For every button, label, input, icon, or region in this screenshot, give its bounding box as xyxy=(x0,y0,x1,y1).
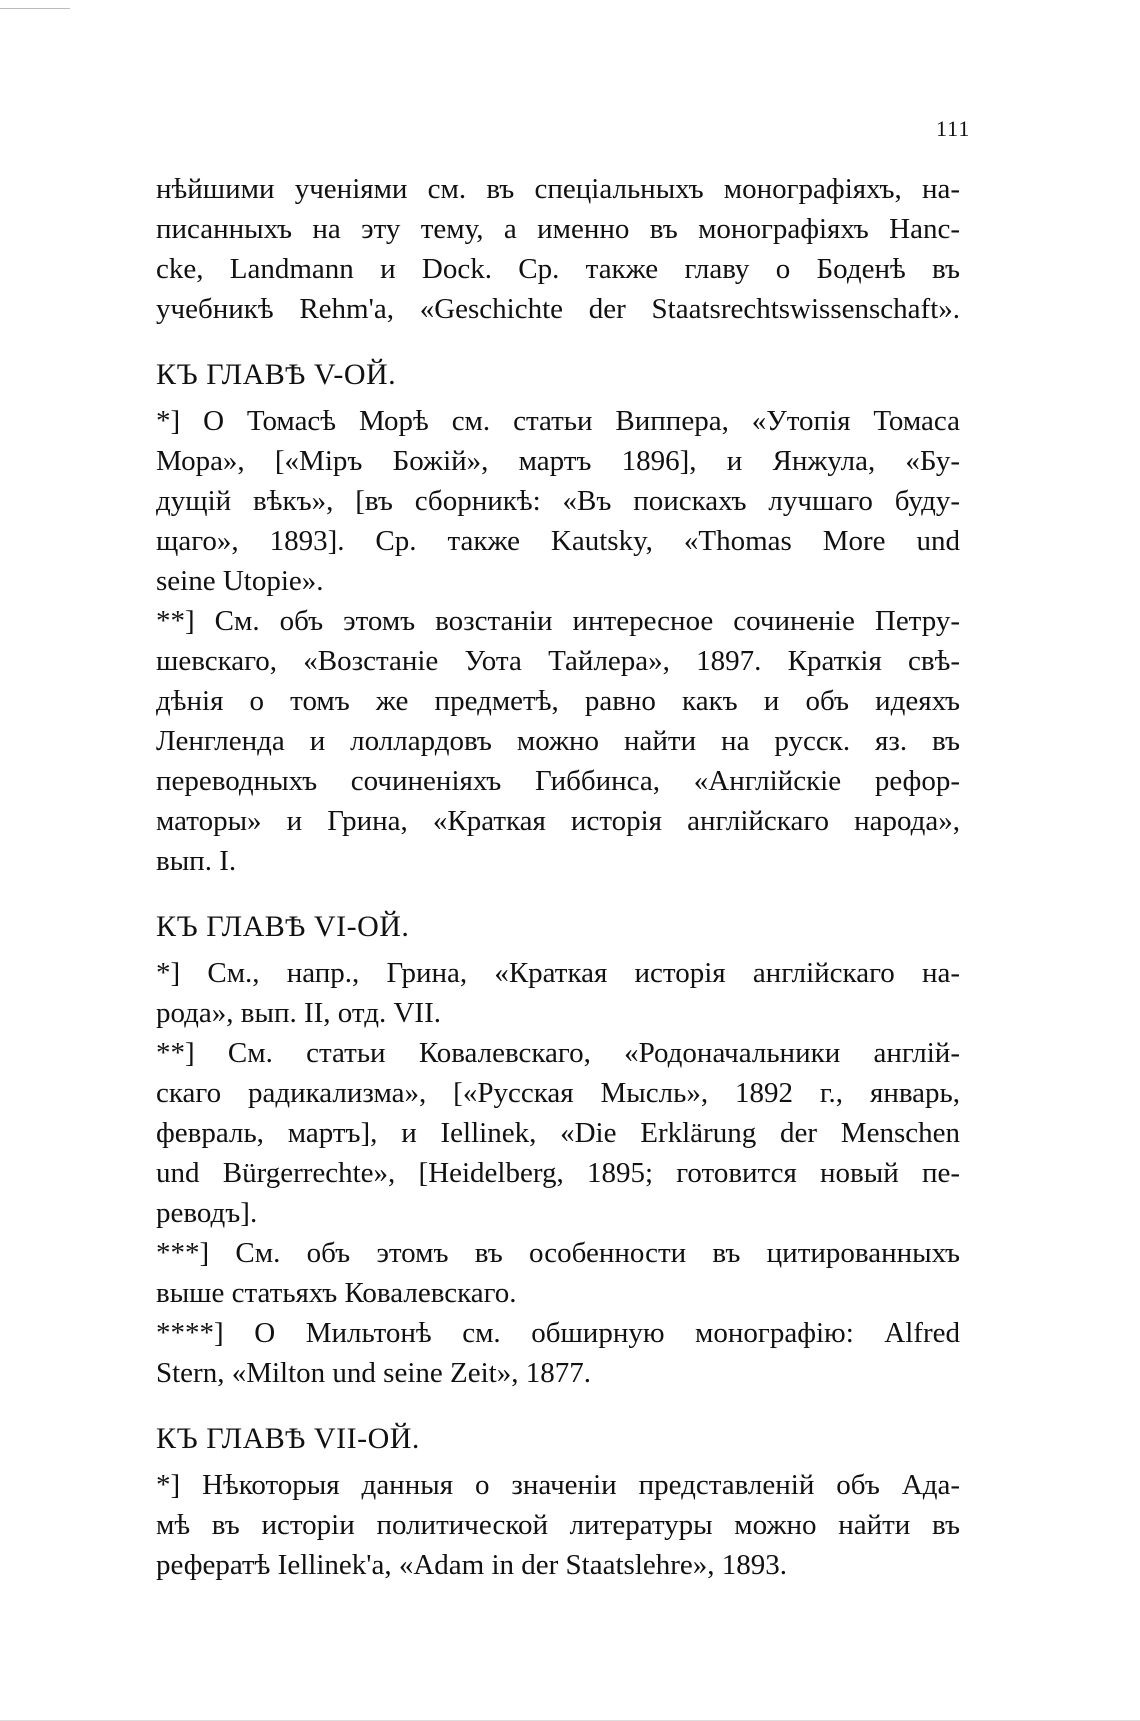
note-line: **] См. объ этомъ возстаніи интересное сочиненіе Петру- xyxy=(156,605,960,637)
note-line: Мора», [«Міръ Божій», мартъ 1896], и Янжула, «Бу- xyxy=(156,445,960,477)
note-line: Stern, «Milton und seine Zeit», 1877. xyxy=(156,1357,591,1389)
note-line: seine Utopie». xyxy=(156,565,324,597)
page-number: 111 xyxy=(936,116,971,141)
note-line: *] Нѣкоторыя данныя о значеніи представленій объ Ада- xyxy=(156,1469,960,1501)
note-line: дѣнія о томъ же предметѣ, равно какъ и объ идеяхъ xyxy=(156,685,960,717)
note-line: дущій вѣкъ», [въ сборникѣ: «Въ поискахъ лучшаго буду- xyxy=(156,485,960,517)
section-heading: КЪ ГЛАВѢ VI-ОЙ. xyxy=(156,910,410,943)
intro-line: нѣйшими ученіями см. въ спеціальныхъ монографіяхъ, на- xyxy=(156,173,960,205)
section-heading: КЪ ГЛАВѢ VII-ОЙ. xyxy=(156,1422,420,1455)
scan-edge-top xyxy=(0,8,70,9)
note-line: Ленгленда и лоллардовъ можно найти на русск. яз. въ xyxy=(156,725,960,757)
note-line: мѣ въ исторіи политической литературы можно найти въ xyxy=(156,1509,960,1541)
note-line: ****] О Мильтонѣ см. обширную монографію: Alfred xyxy=(156,1317,960,1349)
intro-line: учебникѣ Rehm'a, «Geschichte der Staatsrechtswissenschaft». xyxy=(156,293,960,325)
note-line: реводъ]. xyxy=(156,1197,258,1229)
note-line: переводныхъ сочиненіяхъ Гиббинса, «Англійскіе рефор- xyxy=(156,765,960,797)
note-line: *] О Томасѣ Морѣ см. статьи Виппера, «Утопія Томаса xyxy=(156,405,960,437)
intro-line: cke, Landmann и Dock. Ср. также главу о Боденѣ въ xyxy=(156,253,960,285)
note-line: выше статьяхъ Ковалевскаго. xyxy=(156,1277,517,1309)
note-line: und Bürgerrechte», [Heidelberg, 1895; готовится новый пе- xyxy=(156,1157,960,1189)
note-line: февраль, мартъ], и Iellinek, «Die Erklärung der Menschen xyxy=(156,1117,960,1149)
note-line: ***] См. объ этомъ въ особенности въ цитированныхъ xyxy=(156,1237,960,1269)
note-line: рода», вып. II, отд. VII. xyxy=(156,997,441,1029)
note-line: *] См., напр., Грина, «Краткая исторія англійскаго на- xyxy=(156,957,960,989)
note-line: щаго», 1893]. Ср. также Kautsky, «Thomas More und xyxy=(156,525,960,557)
note-line: **] См. статьи Ковалевскаго, «Родоначальники англій- xyxy=(156,1037,960,1069)
note-line: рефератѣ Iellinek'a, «Adam in der Staatslehre», 1893. xyxy=(156,1549,788,1581)
note-line: вып. I. xyxy=(156,845,237,877)
note-line: скаго радикализма», [«Русская Мысль», 1892 г., январь, xyxy=(156,1077,960,1109)
section-heading: КЪ ГЛАВѢ V-ОЙ. xyxy=(156,358,397,391)
intro-line: писанныхъ на эту тему, а именно въ монографіяхъ Hanc- xyxy=(156,213,960,245)
note-line: шевскаго, «Возстаніе Уота Тайлера», 1897. Краткія свѣ- xyxy=(156,645,960,677)
note-line: маторы» и Грина, «Краткая исторія англійскаго народа», xyxy=(156,805,960,837)
